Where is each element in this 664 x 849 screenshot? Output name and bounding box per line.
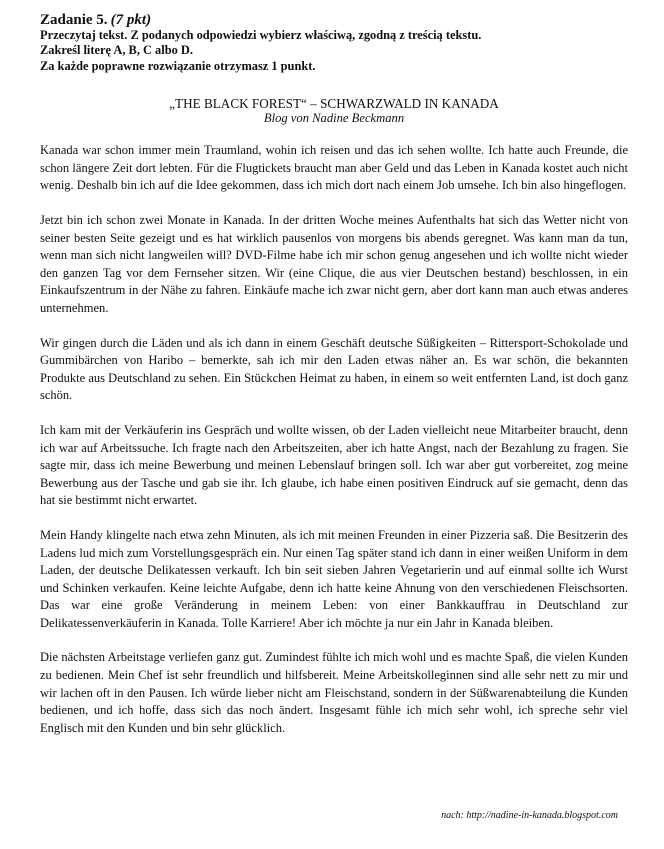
paragraph-4: Ich kam mit der Verkäuferin ins Gespräch und wollte wissen, ob der Laden vielleicht neue Mitarbeiter braucht, denn ich war auf Arbeitssuche. Ich fragte nach den Arbeitszeiten, aber ich hatte Angst, nach der Bezahlung zu fragen. Sie sagte mir, dass ich meine Bewerbung und meinen Lebenslauf bringen soll. Ich war aber gut vorbereitet, zog meine Bewerbung aus der Tasche und gab sie ihr. Ich glaube, ich habe einen positiven Eindruck auf sie gemacht, denn das hat sie bestimmt nicht erwartet. (40, 422, 628, 508)
paragraph-3: Wir gingen durch die Läden und als ich dann in einem Geschäft deutsche Süßigkeiten – Rittersport-Schokolade und Gummibärchen von Haribo – bemerkte, sah ich mir den Laden etwas näher an. Es war schön, die bekannten Produkte aus Deutschland zu sehen. Ein Stückchen Heimat zu haben, in einem so weit entfernten Land, ist doch ganz schön. (40, 335, 628, 403)
paragraph-2: Jetzt bin ich schon zwei Monate in Kanada. In der dritten Woche meines Aufenthalts hat sich das Wetter nicht von seiner besten Seite gezeigt und es hat wirklich pausenlos von morgens bis abends geregnet. Was kann man da tun, wenn man sich nicht langweilen will? DVD-Filme habe ich mir schon genug angesehen und ich wollte nicht wieder den ganzen Tag vor dem Fernseher sitzen. Wir (eine Clique, die aus vier Deutschen bestand) beschlossen, in ein Einkaufszentrum in der Nähe zu fahren. Einkäufe mache ich zwar nicht gern, aber dort kann man auch etwas anderes unternehmen. (40, 213, 628, 315)
task-instruction-3: Za każde poprawne rozwiązanie otrzymasz 1 punkt. (40, 58, 316, 73)
exam-page (40, 12, 628, 737)
task-number: Zadanie 5. (40, 12, 108, 28)
task-instruction-1: Przeczytaj tekst. Z podanych odpowiedzi wybierz właściwą, zgodną z treścią tekstu. (40, 28, 482, 42)
article-body (40, 142, 628, 737)
source-citation: nach: http://nadine-in-kanada.blogspot.com (441, 810, 618, 821)
task-points: (7 pkt) (110, 12, 152, 28)
article-title: „THE BLACK FOREST“ – SCHWARZWALD IN KANADA (169, 96, 499, 112)
article-subtitle: Blog von Nadine Beckmann (263, 111, 405, 126)
paragraph-5: Mein Handy klingelte nach etwa zehn Minuten, als ich mit meinen Freunden in einer Pizzeria saß. Die Besitzerin des Ladens lud mich zum Vorstellungsgespräch ein. Nur einen Tag später stand ich dann in einer weißen Uniform in dem Laden, der deutsche Delikatessen verkauft. Ich bin seit sieben Jahren Vegetarierin und auf einmal sollte ich Wurst und Schinken verkaufen. Keine leichte Aufgabe, denn ich hatte keine Ahnung von den verschiedenen Fleischsorten. Das war eine große Veränderung in meinem Leben: von einer Bankkauffrau in Deutschland zur Delikatessenverkäuferin in Kanada. Tolle Karriere! Aber ich möchte ja nur ein Jahr in Kanada bleiben. (40, 527, 628, 630)
task-header (40, 12, 628, 28)
paragraph-1: Kanada war schon immer mein Traumland, wohin ich reisen und das ich sehen wollte. Ich hatte auch Freunde, die schon längere Zeit dort lebten. Für die Flugtickets braucht man aber Geld und das Leben in Kanada kostet auch nicht wenig. Deshalb bin ich auf die Idee gekommen, dass ich mich dort nach einem Job umsehe. Ich bin also hingeflogen. (40, 143, 628, 193)
paragraph-6: Die nächsten Arbeitstage verliefen ganz gut. Zumindest fühlte ich mich wohl und es machte Spaß, die vielen Kunden zu bedienen. Mein Chef ist sehr freundlich und hilfsbereit. Meine Arbeitskolleginnen sind alle sehr nett zu mir und wir lachen oft in den Pausen. Ich würde lieber nicht am Fleischstand, sondern in der Süßwarenabteilung die Kunden bedienen, und ich hoffe, dass sich das noch ändert. Insgesamt fühle ich mich sehr wohl, ich spreche sehr viel Englisch mit den Kunden und bin sehr glücklich. (40, 650, 628, 735)
task-instruction-2: Zakreśl literę A, B, C albo D. (40, 43, 193, 58)
